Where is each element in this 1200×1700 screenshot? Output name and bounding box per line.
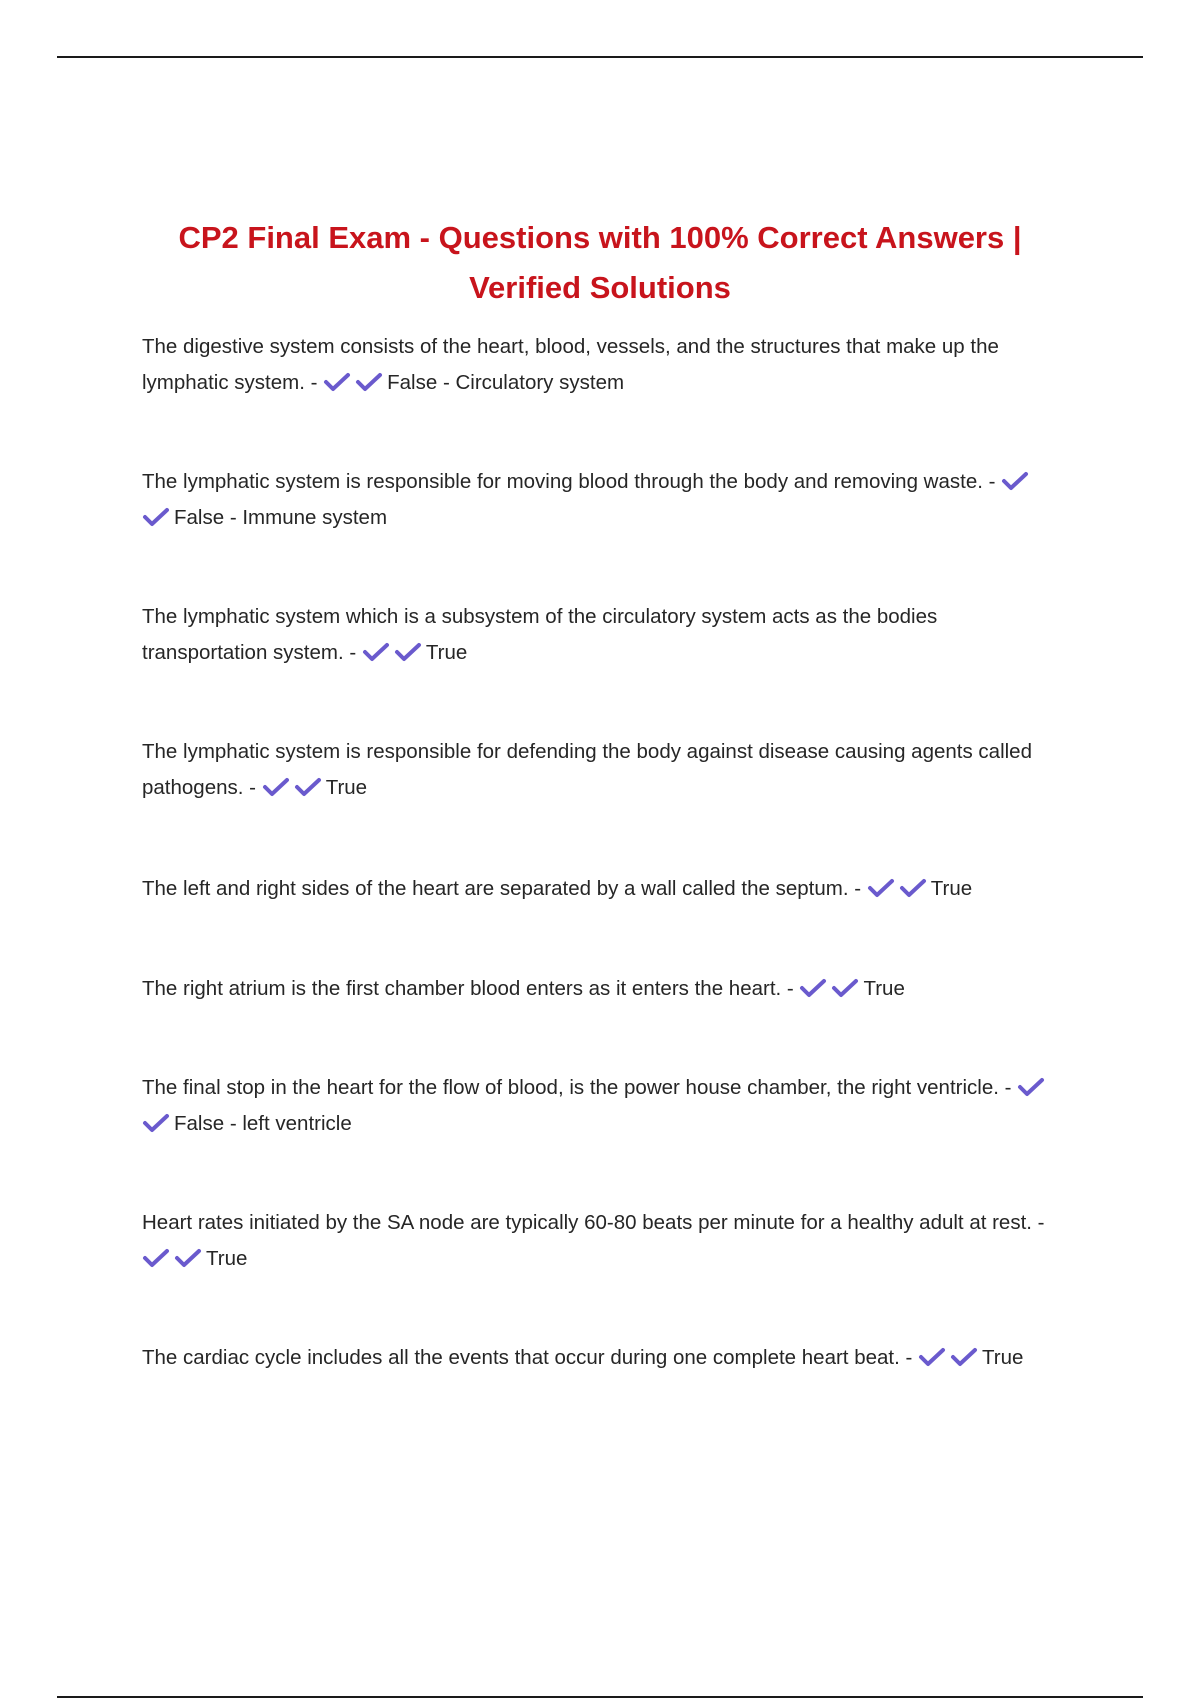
qa-item — [142, 599, 1062, 671]
question-text: Heart rates initiated by the SA node are typically 60-80 beats per minute for a healthy adult at rest. - — [142, 1211, 1045, 1234]
qa-item — [142, 464, 1062, 536]
qa-item — [142, 871, 1062, 907]
checkmark-icon — [918, 1347, 946, 1367]
checkmark-icon — [294, 777, 322, 797]
question-text: The final stop in the heart for the flow of blood, is the power house chamber, the right ventricle. - — [142, 1076, 1012, 1099]
question-text: The digestive system consists of the heart, blood, vessels, and the structures that make up the lymphatic system. - — [142, 335, 999, 394]
top-rule — [57, 56, 1143, 58]
qa-item — [142, 1205, 1062, 1277]
question-text: The lymphatic system which is a subsystem of the circulatory system acts as the bodies transportation system. - — [142, 605, 938, 664]
qa-item — [142, 971, 1062, 1007]
checkmark-icon — [394, 642, 422, 662]
answer-text: False - left ventricle — [174, 1112, 352, 1135]
question-text: The left and right sides of the heart are separated by a wall called the septum. - — [142, 877, 862, 900]
checkmark-icon — [867, 878, 895, 898]
checkmark-icon — [142, 507, 170, 527]
bottom-rule — [57, 1696, 1143, 1698]
checkmark-icon — [899, 878, 927, 898]
question-text: The right atrium is the first chamber blood enters as it enters the heart. - — [142, 977, 794, 1000]
question-text: The lymphatic system is responsible for defending the body against disease causing agents called pathogens. - — [142, 740, 1032, 799]
answer-text: True — [982, 1346, 1024, 1369]
checkmark-icon — [799, 978, 827, 998]
checkmark-icon — [142, 1113, 170, 1133]
answer-text: True — [930, 877, 973, 900]
answer-text: True — [325, 776, 368, 799]
checkmark-icon — [142, 1248, 170, 1268]
checkmark-icon — [323, 372, 351, 392]
answer-text: True — [206, 1247, 248, 1270]
answer-text: False - Circulatory system — [387, 371, 625, 394]
checkmark-icon — [262, 777, 290, 797]
checkmark-icon — [950, 1347, 978, 1367]
qa-item — [142, 734, 1062, 806]
checkmark-icon — [174, 1248, 202, 1268]
qa-item — [142, 1340, 1062, 1376]
checkmark-icon — [362, 642, 390, 662]
question-text: The lymphatic system is responsible for moving blood through the body and removing waste. - — [142, 470, 996, 493]
answer-text: True — [425, 641, 468, 664]
checkmark-icon — [1001, 471, 1029, 491]
page-title: CP2 Final Exam - Questions with 100% Correct Answers | Verified Solutions — [178, 220, 1022, 305]
checkmark-icon — [1017, 1077, 1045, 1097]
answer-text: True — [863, 977, 905, 1000]
qa-item — [142, 1070, 1062, 1142]
answer-text: False - Immune system — [174, 506, 388, 529]
checkmark-icon — [831, 978, 859, 998]
qa-item — [142, 329, 1062, 401]
question-text: The cardiac cycle includes all the events that occur during one complete heart beat. - — [142, 1346, 913, 1369]
checkmark-icon — [355, 372, 383, 392]
